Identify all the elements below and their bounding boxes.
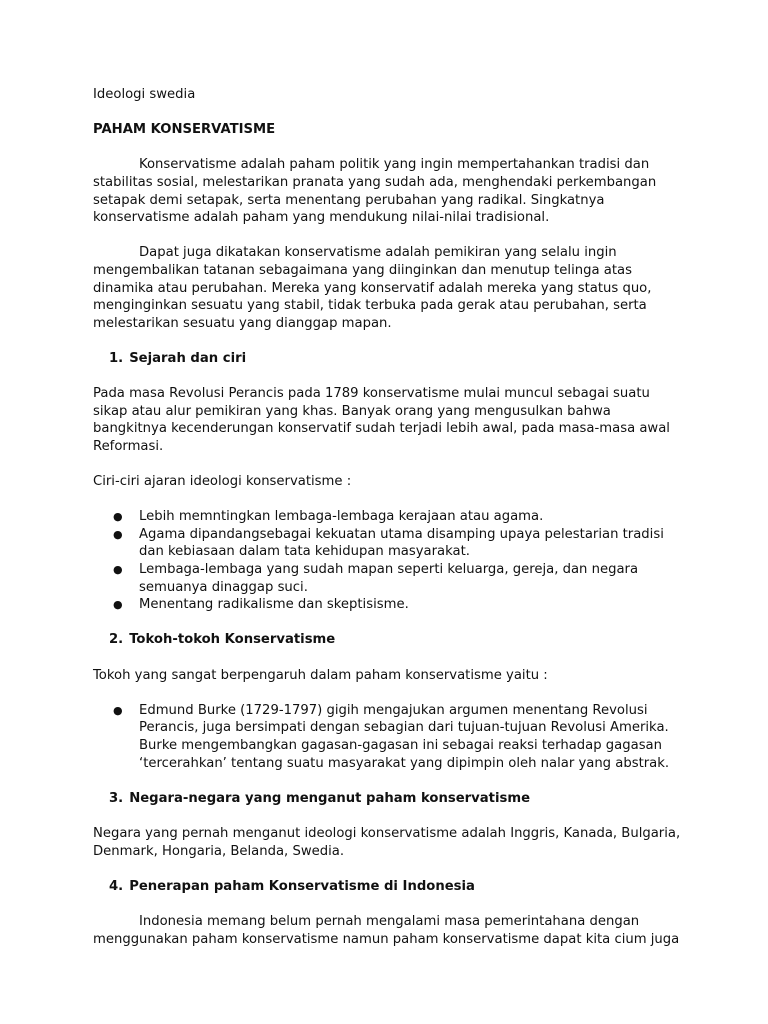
list-item-text: Menentang radikalisme dan skeptisisme.	[139, 597, 409, 613]
section-number: 3.	[109, 790, 124, 806]
tokoh-intro: Tokoh yang sangat berpengaruh dalam paham konservatisme yaitu :	[93, 667, 548, 683]
ciri-list	[93, 508, 681, 614]
list-item	[93, 526, 681, 561]
section-title: Sejarah dan ciri	[129, 350, 247, 366]
paragraph-history: Pada masa Revolusi Perancis pada 1789 konservatisme mulai muncul sebagai suatu sikap atau alur pemikiran yang khas. Banyak orang yang mengusulkan bahwa bangkitnya kecenderungan konservatif sudah terjadi lebih awal, pada masa-masa awal Reformasi.	[93, 386, 675, 454]
bullet-icon: ●	[113, 563, 123, 577]
main-heading: PAHAM KONSERVATISME	[93, 122, 276, 138]
section-title: Tokoh-tokoh Konservatisme	[129, 632, 336, 648]
list-item-text: Lebih memntingkan lembaga-lembaga kerajaan atau agama.	[139, 509, 544, 525]
list-item-text: Agama dipandangsebagai kekuatan utama disamping upaya pelestarian tradisi dan kebiasaan dalam tata kehidupan masyarakat.	[139, 526, 664, 560]
section-heading-3	[93, 790, 681, 808]
section-number: 1.	[109, 350, 124, 366]
section-title: Penerapan paham Konservatisme di Indonesia	[129, 878, 475, 894]
list-item	[93, 561, 681, 596]
document-title: Ideologi swedia	[93, 87, 196, 102]
bullet-icon: ●	[113, 703, 123, 717]
bullet-icon: ●	[113, 527, 123, 541]
tokoh-list	[93, 702, 681, 772]
list-item	[93, 508, 681, 526]
ciri-intro: Ciri-ciri ajaran ideologi konservatisme :	[93, 474, 352, 490]
document-page	[93, 86, 685, 966]
paragraph-indonesia: Indonesia memang belum pernah mengalami masa pemerintahana dengan menggunakan paham konservatisme namun paham konservatisme dapat kita cium juga	[93, 913, 680, 947]
bullet-icon: ●	[113, 598, 123, 612]
bullet-icon: ●	[113, 510, 123, 524]
list-item	[93, 702, 681, 772]
section-heading-1	[93, 350, 681, 368]
list-item-text: Lembaga-lembaga yang sudah mapan seperti keluarga, gereja, dan negara semuanya dinaggap suci.	[139, 562, 639, 595]
paragraph-explanation: Dapat juga dikatakan konservatisme adalah pemikiran yang selalu ingin mengembalikan tatanan sebagaimana yang diinginkan dan menutup telinga atas dinamika atau perubahan. Mereka yang konservatif adalah mereka yang status quo, menginginkan sesuatu yang stabil, tidak terbuka pada gerak atau perubahan, serta melestarikan sesuatu yang dianggap mapan.	[93, 245, 656, 331]
paragraph-definition: Konservatisme adalah paham politik yang ingin mempertahankan tradisi dan stabilitas sosial, melestarikan pranata yang sudah ada, menghendaki perkembangan setapak demi setapak, serta menentang perubahan yang radikal. Singkatnya konservatisme adalah paham yang mendukung nilai-nilai tradisional.	[93, 157, 661, 226]
section-title: Negara-negara yang menganut paham konservatisme	[129, 790, 531, 806]
paragraph-countries: Negara yang pernah menganut ideologi konservatisme adalah Inggris, Kanada, Bulgaria, Denmark, Hongaria, Belanda, Swedia.	[93, 825, 685, 859]
list-item	[93, 596, 681, 614]
section-number: 4.	[109, 878, 124, 894]
section-heading-4	[93, 878, 681, 896]
section-heading-2	[93, 631, 681, 649]
list-item-text: Edmund Burke (1729-1797) gigih mengajukan argumen menentang Revolusi Perancis, juga bersimpati dengan sebagian dari tujuan-tujuan Revolusi Amerika. Burke mengembangkan gagasan-gagasan ini sebagai reaksi terhadap gagasan ‘tercerahkan’ tentang suatu masyarakat yang dipimpin oleh nalar yang abstrak.	[139, 702, 670, 771]
section-number: 2.	[109, 632, 124, 648]
